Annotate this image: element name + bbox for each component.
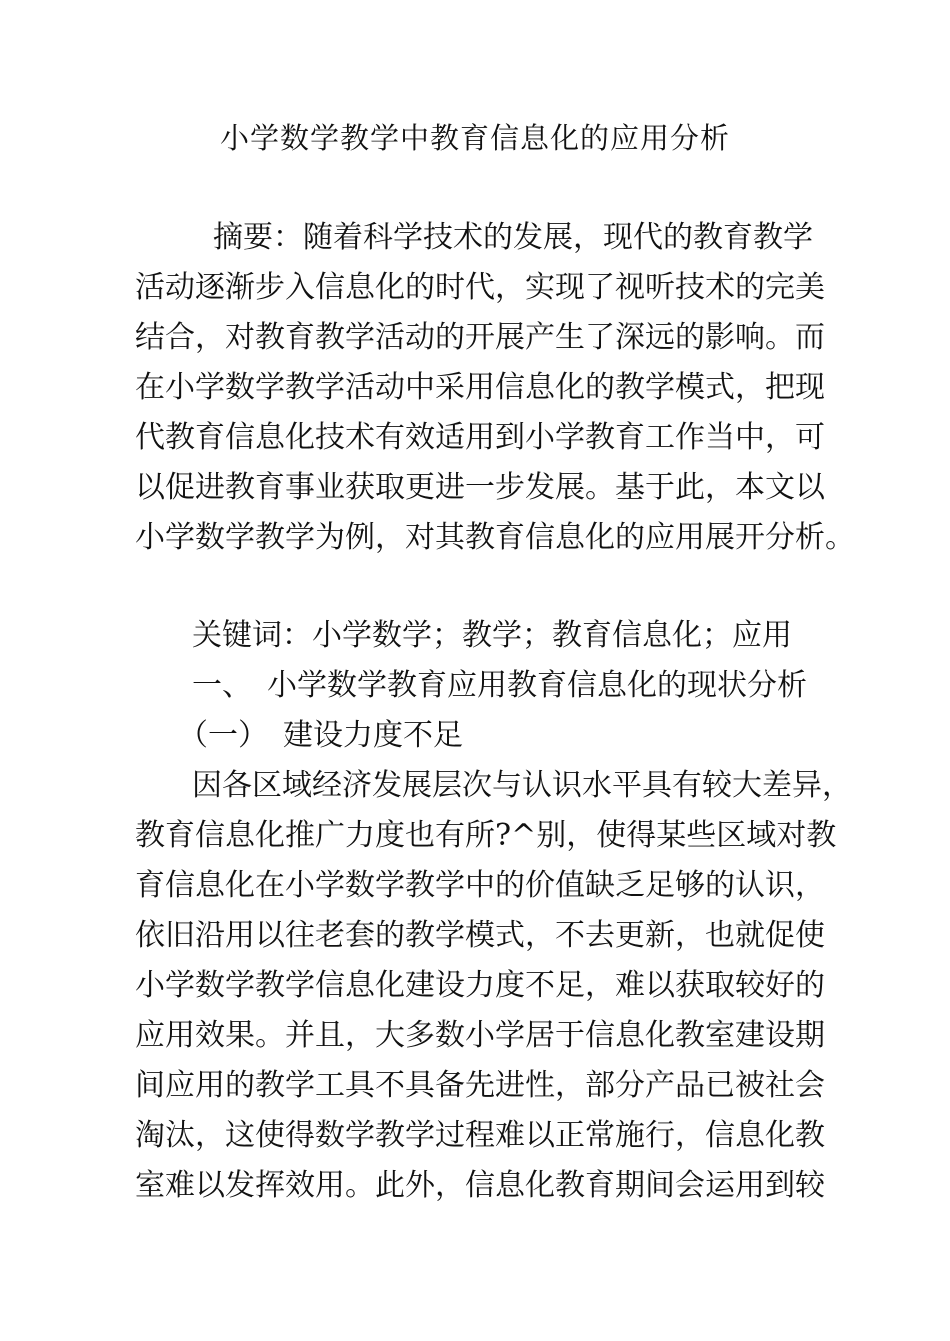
keywords: 关键词：小学数学；教学；教育信息化；应用	[192, 618, 792, 653]
subsection-heading: （一） 建设力度不足	[178, 718, 463, 753]
abstract-line: 代教育信息化技术有效适用到小学教育工作当中，可	[135, 420, 825, 455]
document-title: 小学数学教学中教育信息化的应用分析	[219, 121, 730, 155]
body-line: 间应用的教学工具不具备先进性，部分产品已被社会	[135, 1068, 825, 1103]
body-line: 教育信息化推广力度也有所?^别，使得某些区域对教	[135, 818, 837, 853]
section-heading: 一、 小学数学教育应用教育信息化的现状分析	[192, 668, 807, 703]
body-line: 应用效果。并且，大多数小学居于信息化教室建设期	[135, 1018, 825, 1053]
body-line: 依旧沿用以往老套的教学模式，不去更新，也就促使	[135, 918, 825, 953]
abstract-line: 小学数学教学为例，对其教育信息化的应用展开分析。	[135, 520, 855, 555]
body-line: 淘汰，这使得数学教学过程难以正常施行，信息化教	[135, 1118, 825, 1153]
body-line: 因各区域经济发展层次与认识水平具有较大差异，	[192, 768, 852, 803]
abstract-line: 以促进教育事业获取更进一步发展。基于此，本文以	[135, 470, 825, 505]
abstract-line: 摘要：随着科学技术的发展，现代的教育教学	[213, 220, 813, 255]
body-line: 室难以发挥效用。此外，信息化教育期间会运用到较	[135, 1168, 825, 1203]
body-line: 育信息化在小学数学教学中的价值缺乏足够的认识，	[135, 868, 825, 903]
abstract-line: 在小学数学教学活动中采用信息化的教学模式，把现	[135, 370, 825, 405]
body-line: 小学数学教学信息化建设力度不足，难以获取较好的	[135, 968, 825, 1003]
abstract-line: 结合，对教育教学活动的开展产生了深远的影响。而	[135, 320, 825, 355]
abstract-line: 活动逐渐步入信息化的时代，实现了视听技术的完美	[135, 270, 825, 305]
